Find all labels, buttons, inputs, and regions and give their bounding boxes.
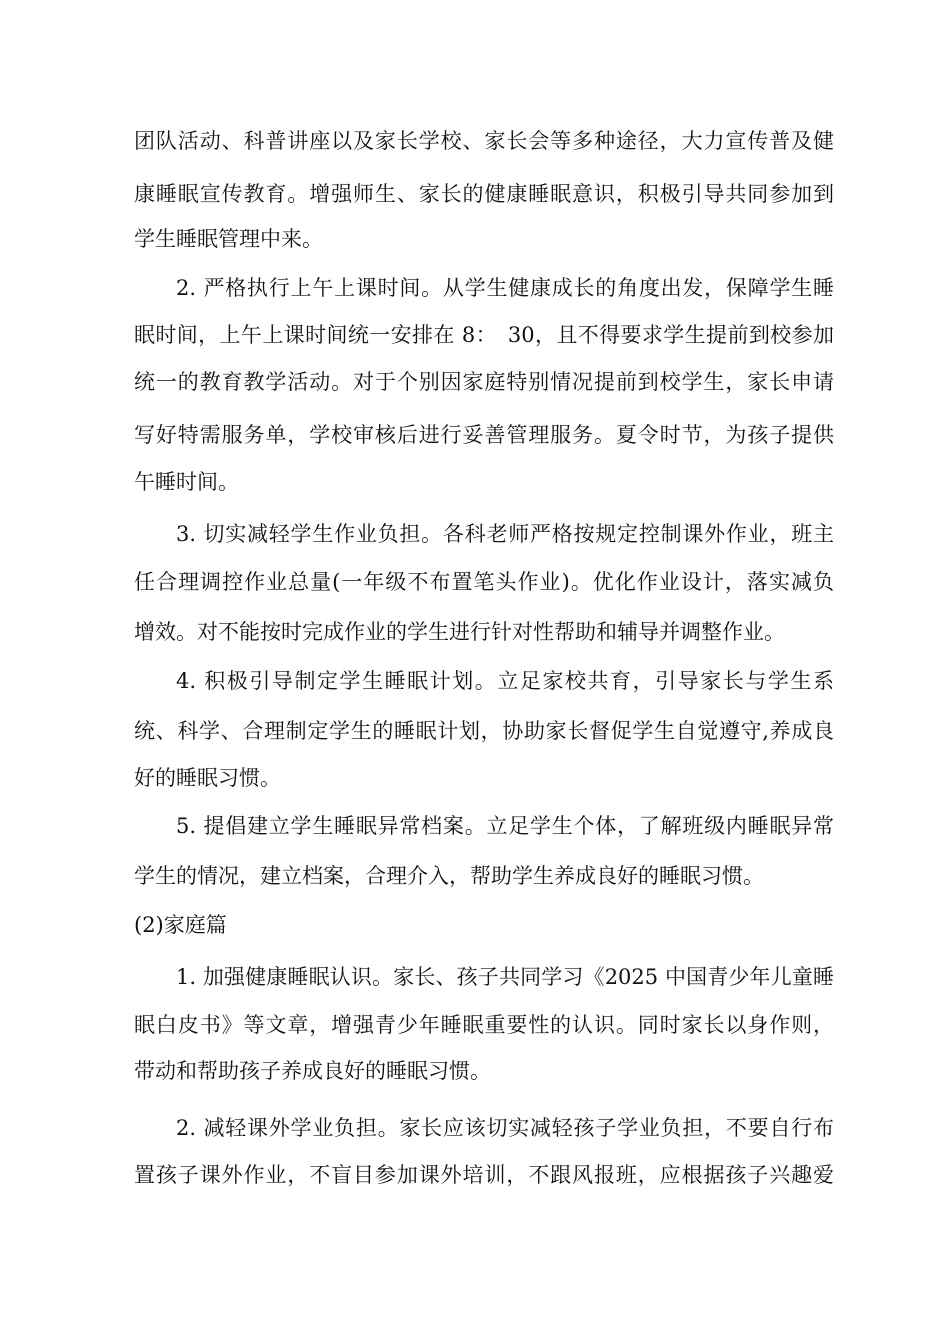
- text-line: 眠时间，上午上课时间统一安排在 8： 30，且不得要求学生提前到校参加: [134, 323, 834, 347]
- text-line: 5. 提倡建立学生睡眠异常档案。立足学生个体，了解班级内睡眠异常: [176, 814, 834, 838]
- text-line: 置孩子课外作业，不盲目参加课外培训，不跟风报班，应根据孩子兴趣爱: [134, 1163, 834, 1187]
- text-line: 统一的教育教学活动。对于个别因家庭特别情况提前到校学生，家长申请: [134, 370, 834, 394]
- text-line: 增效。对不能按时完成作业的学生进行针对性帮助和辅导并调整作业。: [134, 620, 785, 644]
- text-line: 带动和帮助孩子养成良好的睡眠习惯。: [134, 1059, 491, 1083]
- text-line: 1. 加强健康睡眠认识。家长、孩子共同学习《2025 中国青少年儿童睡: [176, 965, 834, 989]
- text-line: 2. 严格执行上午上课时间。从学生健康成长的角度出发，保障学生睡: [176, 276, 834, 300]
- section-heading: (2)家庭篇: [134, 913, 227, 937]
- text-line: 团队活动、科普讲座以及家长学校、家长会等多种途径，大力宣传普及健: [134, 129, 834, 153]
- text-line: 任合理调控作业总量(一年级不布置笔头作业)。优化作业设计，落实减负: [134, 570, 834, 594]
- text-line: 学生睡眠管理中来。: [134, 227, 323, 251]
- text-line: 写好特需服务单，学校审核后进行妥善管理服务。夏令时节，为孩子提供: [134, 423, 834, 447]
- text-line: 午睡时间。: [134, 470, 239, 494]
- text-line: 4. 积极引导制定学生睡眠计划。立足家校共育，引导家长与学生系: [176, 669, 834, 693]
- text-line: 2. 减轻课外学业负担。家长应该切实减轻孩子学业负担，不要自行布: [176, 1116, 834, 1140]
- text-line: 学生的情况，建立档案，合理介入，帮助学生养成良好的睡眠习惯。: [134, 864, 764, 888]
- text-line: 眠白皮书》等文章，增强青少年睡眠重要性的认识。同时家长以身作则，: [134, 1013, 834, 1037]
- text-line: 3. 切实减轻学生作业负担。各科老师严格按规定控制课外作业，班主: [176, 522, 834, 546]
- text-line: 统、科学、合理制定学生的睡眠计划，协助家长督促学生自觉遵守,养成良: [134, 719, 834, 743]
- text-line: 康睡眠宣传教育。增强师生、家长的健康睡眠意识，积极引导共同参加到: [134, 182, 834, 206]
- text-line: 好的睡眠习惯。: [134, 766, 281, 790]
